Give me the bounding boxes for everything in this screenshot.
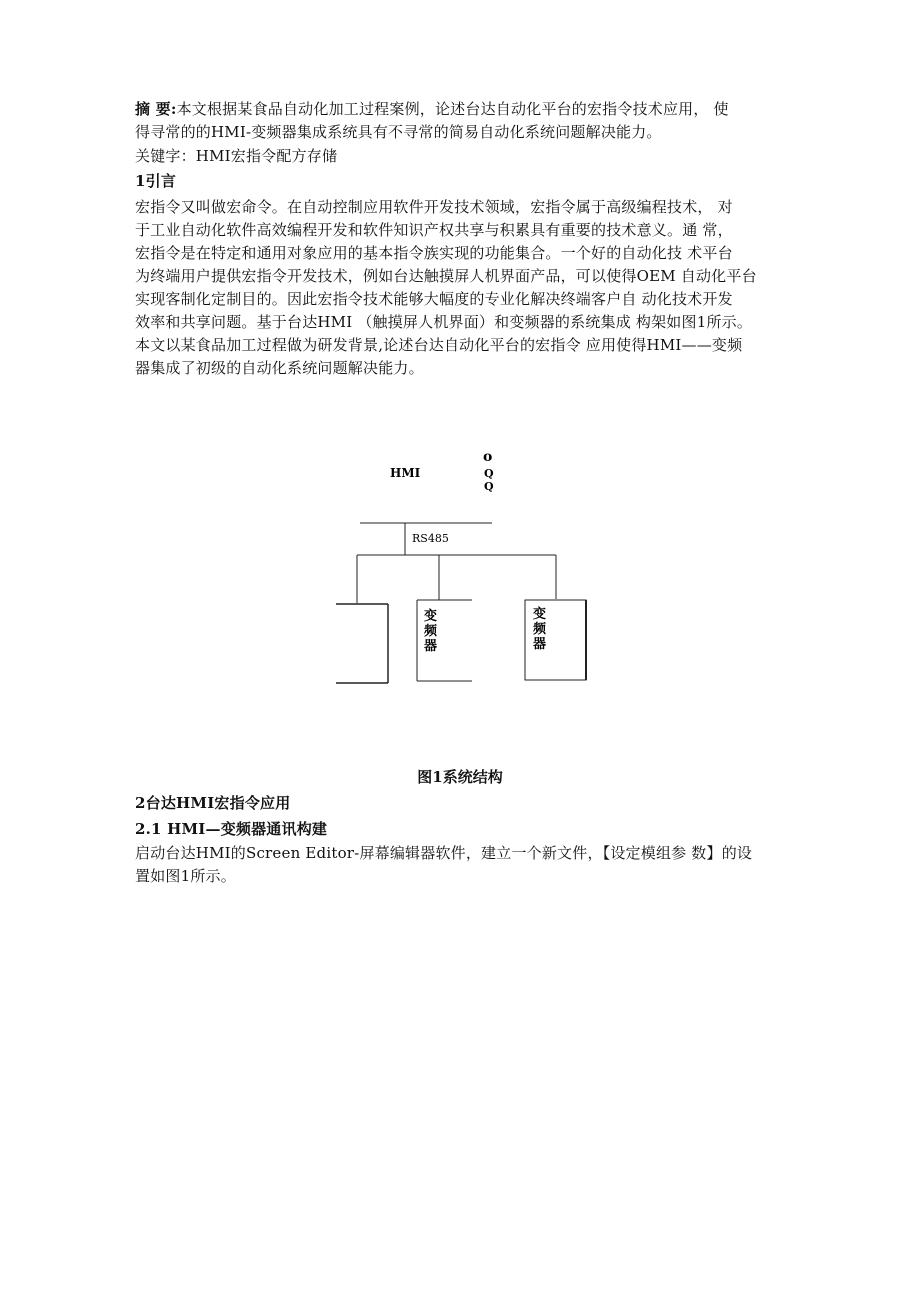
- inverter-box-2: [417, 600, 472, 681]
- section-2-1-heading: 2.1 HMI—变频器通讯构建: [135, 820, 328, 838]
- inverter-label-3: [533, 606, 551, 652]
- abstract-line-2: 得寻常的的HMI-变频器集成系统具有不寻常的简易自动化系统问题解决能力。: [135, 123, 662, 141]
- intro-line: 宏指令又叫做宏命令。在自动控制应用软件开发技术领域，宏指令属于高级编程技术， 对: [135, 198, 733, 216]
- intro-line: 效率和共享问题。基于台达HMI （触摸屏人机界面）和变频器的系统集成 构架如图1所示。: [135, 313, 753, 331]
- inverter-label-2: [424, 608, 442, 654]
- device-box-1: [336, 604, 388, 683]
- section-2-paragraph: [135, 842, 795, 888]
- section-2-line-1: 启动台达HMI的Screen Editor-屏幕编辑器软件，建立一个新文件，【设定模组参 数】的设: [135, 844, 753, 862]
- intro-line: 本文以某食品加工过程做为研发背景,论述台达自动化平台的宏指令 应用使得HMI——变频: [135, 336, 743, 354]
- figure-caption: 图1系统结构: [417, 768, 503, 786]
- section-1-heading: 1引言: [135, 172, 177, 190]
- inverter-label-3-char: 频: [533, 622, 547, 637]
- intro-line: 器集成了初级的自动化系统问题解决能力。: [135, 359, 424, 377]
- rs485-label: RS485: [412, 532, 449, 545]
- q-glyph-1: Q: [484, 467, 494, 480]
- inverter-label-2-char: 变: [424, 609, 438, 624]
- hmi-label: HMI: [390, 466, 421, 480]
- inverter-label-3-char: 变: [533, 607, 547, 622]
- intro-line: 为终端用户提供宏指令开发技术，例如台达触摸屏人机界面产品，可以使得OEM 自动化平台: [135, 267, 757, 285]
- inverter-label-3-char: 器: [533, 637, 547, 652]
- intro-line: 于工业自动化软件高效编程开发和软件知识产权共享与积累具有重要的技术意义。通 常，: [135, 221, 733, 239]
- inverter-box-3: [525, 600, 586, 680]
- section-2-heading: 2台达HMI宏指令应用: [135, 794, 291, 812]
- inverter-label-2-char: 器: [424, 639, 438, 654]
- abstract-line-1: 本文根据某食品自动化加工过程案例，论述台达自动化平台的宏指令技术应用， 使: [176, 100, 729, 118]
- inverter-label-2-char: 频: [424, 624, 438, 639]
- abstract-label: 摘 要:: [135, 100, 177, 118]
- q-glyph-2: Q: [484, 480, 494, 493]
- keywords: 关键字：HMI宏指令配方存储: [135, 147, 338, 165]
- intro-line: 实现客制化定制目的。因此宏指令技术能够大幅度的专业化解决终端客户自 动化技术开发: [135, 290, 733, 308]
- section-2-line-2: 置如图1所示。: [135, 867, 236, 885]
- intro-line: 宏指令是在特定和通用对象应用的基本指令族实现的功能集合。一个好的自动化技 术平台: [135, 244, 733, 262]
- circle-glyph: o: [483, 449, 493, 465]
